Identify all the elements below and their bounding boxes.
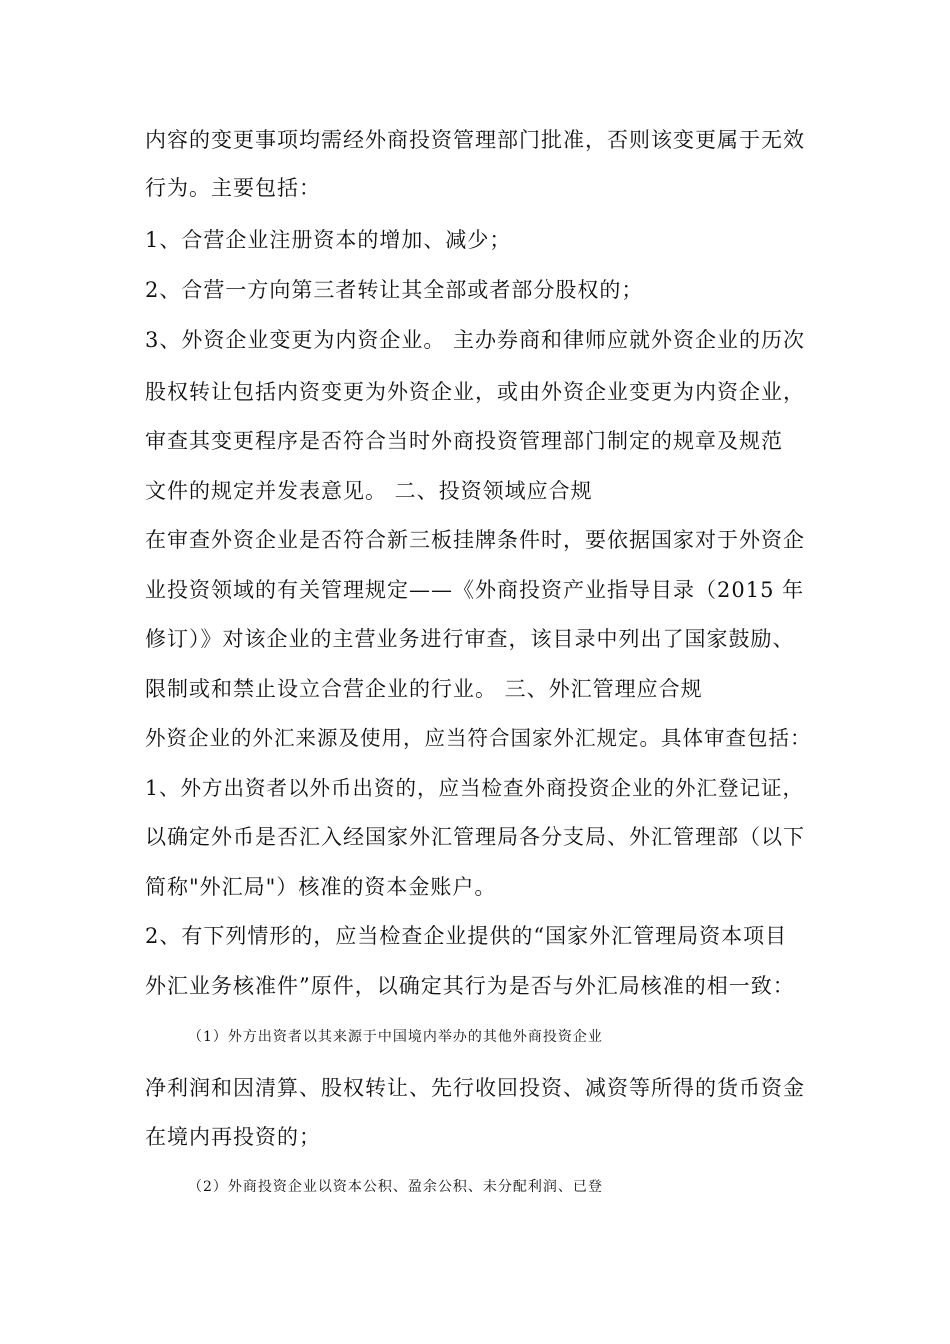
text-line: 3、外资企业变更为内资企业。 主办券商和律师应就外资企业的历次 [145,328,806,352]
text-line: 净利润和因清算、股权转让、先行收回投资、减资等所得的货币资金 [145,1076,805,1100]
text-line: 简称"外汇局"）核准的资本金账户。 [145,875,497,899]
text-line: 审查其变更程序是否符合当时外商投资管理部门制定的规章及规范 [145,429,783,453]
text-line: 外汇业务核准件”原件，以确定其行为是否与外汇局核准的相一致： [145,974,795,998]
text-line: 1、外方出资者以外币出资的，应当检查外商投资企业的外汇登记证， [145,776,805,800]
text-line: 内容的变更事项均需经外商投资管理部门批准，否则该变更属于无效 [145,128,805,152]
text-line: （1）外方出资者以其来源于中国境内举办的其他外商投资企业 [188,1029,603,1045]
text-line: 行为。主要包括： [145,176,321,200]
text-line: 限制或和禁止设立合营企业的行业。 三、外汇管理应合规 [145,677,703,701]
text-line: 文件的规定并发表意见。 二、投资领域应合规 [145,479,593,503]
text-line: 股权转让包括内资变更为外资企业，或由外资企业变更为内资企业， [145,380,805,404]
text-line: 在审查外资企业是否符合新三板挂牌条件时，要依据国家对于外资企 [145,528,805,552]
text-line: 修订）》对该企业的主营业务进行审查，该目录中列出了国家鼓励、 [145,627,795,651]
text-line: 2、合营一方向第三者转让其全部或者部分股权的； [145,278,644,302]
text-line: 在境内再投资的； [145,1125,321,1149]
text-line: 外资企业的外汇来源及使用，应当符合国家外汇规定。具体审查包括： [145,726,812,750]
text-line: （2）外商投资企业以资本公积、盈余公积、未分配利润、已登 [188,1179,603,1195]
text-line: 1、合营企业注册资本的增加、减少； [145,228,512,252]
text-line: 业投资领域的有关管理规定——《外商投资产业指导目录（2015 年 [145,578,805,602]
text-line: 以确定外币是否汇入经国家外汇管理局各分支局、外汇管理部（以下 [145,825,805,849]
text-line: 2、有下列情形的，应当检查企业提供的“国家外汇管理局资本项目 [145,924,788,948]
